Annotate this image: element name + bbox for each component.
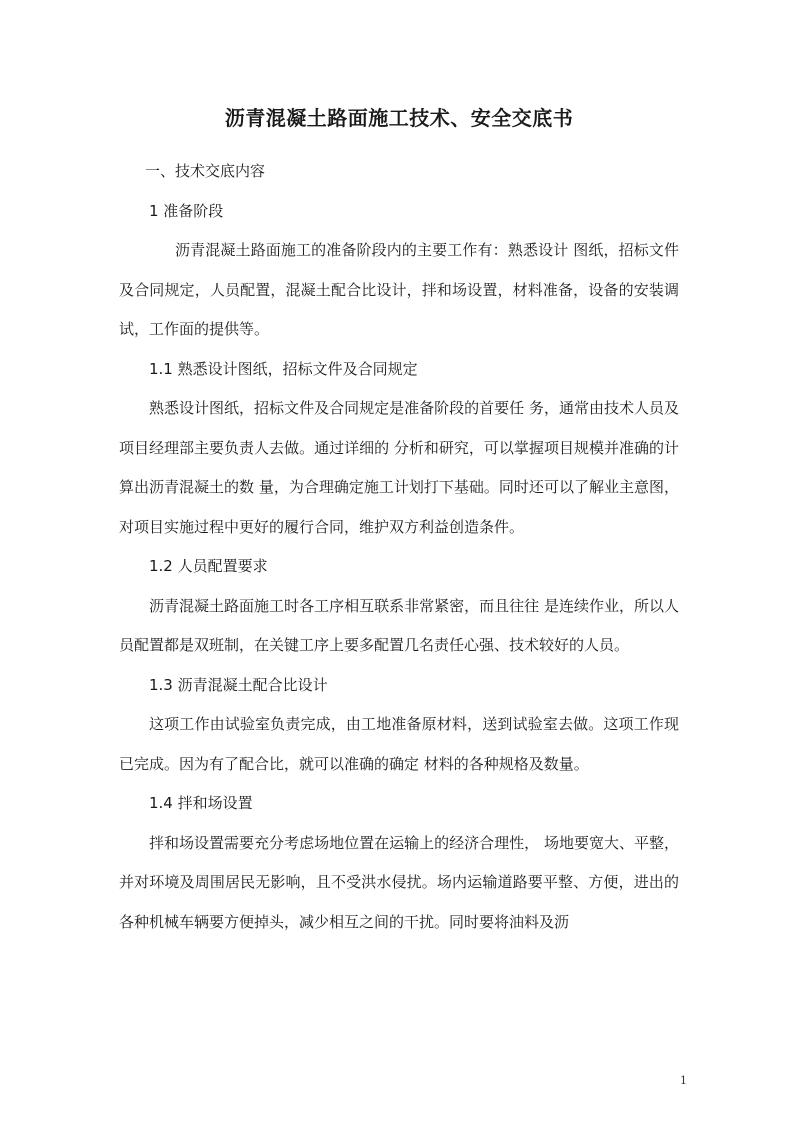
paragraph-preparation: 沥青混凝土路面施工的准备阶段内的主要工作有：熟悉设计 图纸，招标文件及合同规定，人员配置，混凝土配合比设计，拌和场设置，材料准备，设备的安装调试，工作面的提供等。 <box>119 241 679 338</box>
page-number: 1 <box>680 1074 687 1087</box>
document-title: 沥青混凝土路面施工技术、安全交底书 <box>224 106 574 130</box>
subsection-heading-mix-design: 1.3 沥青混凝土配合比设计 <box>149 675 328 694</box>
subsection-heading-staffing: 1.2 人员配置要求 <box>149 557 268 575</box>
subsection-heading-preparation: 1 准备阶段 <box>149 201 224 220</box>
paragraph-mix-design: 这项工作由试验室负责完成，由工地准备原材料，送到试验室去做。这项工作现已完成。因为有了配合比，就可以准确的确定 材料的各种规格及数量。 <box>119 715 679 773</box>
section-heading-technical-content: 一、技术交底内容 <box>145 162 266 180</box>
subsection-heading-drawings-contracts: 1.1 熟悉设计图纸，招标文件及合同规定 <box>149 359 418 378</box>
paragraph-mixing-plant: 拌和场设置需要充分考虑场地位置在运输上的经济合理性， 场地要宽大、平整，并对环境及周围居民无影响，且不受洪水侵扰。场内运输道路要平整、方便，进出的各种机械车辆要方便掉头，减少相互之间的干扰。同时要将油料及沥 <box>119 833 679 931</box>
document-body <box>119 102 679 942</box>
subsection-heading-mixing-plant: 1.4 拌和场设置 <box>149 794 253 812</box>
paragraph-staffing: 沥青混凝土路面施工时各工序相互联系非常紧密，而且往往 是连续作业，所以人员配置都是双班制，在关键工序上要多配置几名责任心强、技术较好的人员。 <box>119 596 679 654</box>
paragraph-drawings-contracts: 熟悉设计图纸，招标文件及合同规定是准备阶段的首要任 务，通常由技术人员及项目经理部主要负责人去做。通过详细的 分析和研究，可以掌握项目规模并准确的计算出沥青混凝土的数 量，为合理确定施工计划打下基础。同时还可以了解业主意图， 对项目实施过程中更好的履行合同，维护双方利益创造条件。 <box>119 399 679 536</box>
